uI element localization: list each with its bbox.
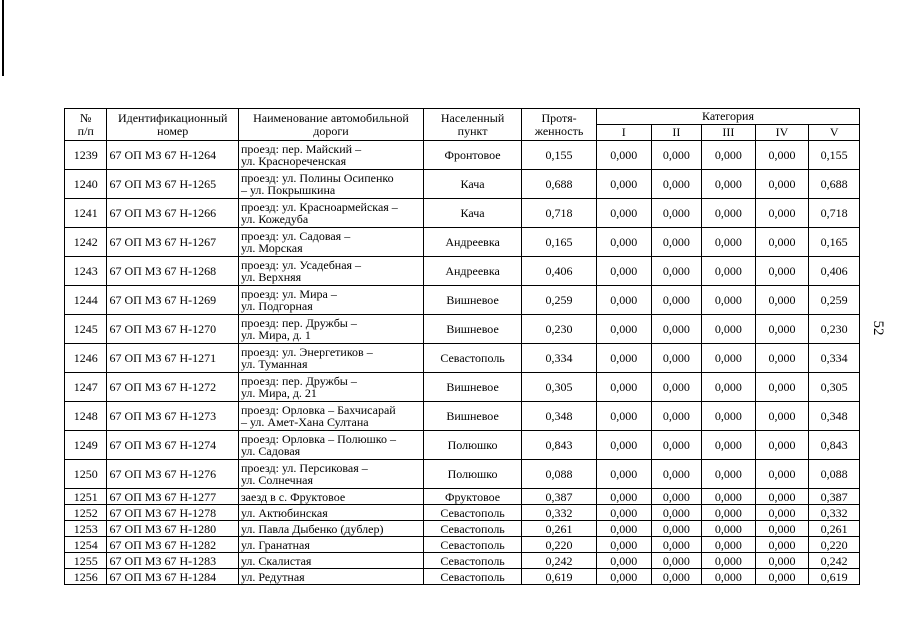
category-4-value: 0,000 [755,553,809,569]
header-cat-2: II [651,125,702,141]
table-row [65,553,860,569]
table-row [65,569,860,585]
road-name-line1: проезд: пер. Дружбы – [240,374,357,388]
road-name-line1: проезд: ул. Энергетиков – [240,345,373,359]
category-3-value: 0,000 [702,228,756,257]
settlement: Севастополь [424,521,522,537]
table-row [65,431,860,460]
row-number: 1240 [65,170,107,199]
road-name [238,315,423,344]
header-name-sub: дороги [313,123,349,138]
category-2-value: 0,000 [651,286,702,315]
header-id-sub: номер [157,123,189,138]
length: 0,387 [522,489,597,505]
category-1-value: 0,000 [596,286,651,315]
row-number: 1249 [65,431,107,460]
settlement: Севастополь [424,505,522,521]
table-body [65,141,860,585]
length: 0,332 [522,505,597,521]
table-row [65,141,860,170]
category-2-value: 0,000 [651,460,702,489]
category-5-value: 0,230 [809,315,860,344]
row-number: 1255 [65,553,107,569]
table-row [65,286,860,315]
table-row [65,402,860,431]
category-3-value: 0,000 [702,286,756,315]
category-2-value: 0,000 [651,257,702,286]
header-cat-3: III [702,125,756,141]
length: 0,261 [522,521,597,537]
road-id: 67 ОП МЗ 67 Н-1273 [107,402,238,431]
header-cat-5: V [809,125,860,141]
road-name-line2: ул. Морская [240,241,303,255]
settlement: Вишневое [424,402,522,431]
header-cat-1: I [596,125,651,141]
row-number: 1254 [65,537,107,553]
category-1-value: 0,000 [596,569,651,585]
category-1-value: 0,000 [596,521,651,537]
length: 0,230 [522,315,597,344]
table-row [65,537,860,553]
settlement: Севастополь [424,537,522,553]
road-id: 67 ОП МЗ 67 Н-1283 [107,553,238,569]
settlement: Севастополь [424,569,522,585]
road-name-line1: проезд: Орловка – Полюшко – [240,432,396,446]
category-4-value: 0,000 [755,521,809,537]
road-name-line1: проезд: ул. Мира – [240,287,337,301]
category-3-value: 0,000 [702,569,756,585]
category-1-value: 0,000 [596,553,651,569]
row-number: 1246 [65,344,107,373]
length: 0,220 [522,537,597,553]
header-name-label: Наименование автомобильной [253,110,409,125]
category-2-value: 0,000 [651,521,702,537]
category-1-value: 0,000 [596,402,651,431]
road-name-line2: ул. Верхняя [240,270,302,284]
road-name-line2: ул. Мира, д. 1 [240,328,311,342]
category-3-value: 0,000 [702,505,756,521]
category-4-value: 0,000 [755,460,809,489]
road-name-line1: проезд: пер. Дружбы – [240,316,357,330]
length: 0,305 [522,373,597,402]
road-name-line1: ул. Редутная [240,569,305,584]
header-length [522,109,597,141]
road-name-line2: – ул. Покрышкина [240,183,336,197]
category-3-value: 0,000 [702,431,756,460]
category-5-value: 0,334 [809,344,860,373]
road-name-line2: ул. Мира, д. 21 [240,386,317,400]
row-number: 1243 [65,257,107,286]
settlement: Кача [424,199,522,228]
category-5-value: 0,242 [809,553,860,569]
road-name-line2: ул. Краснореченская [240,154,347,168]
road-name-line1: проезд: ул. Персиковая – [240,461,368,475]
category-3-value: 0,000 [702,344,756,373]
road-id: 67 ОП МЗ 67 Н-1274 [107,431,238,460]
row-number: 1241 [65,199,107,228]
row-number: 1256 [65,569,107,585]
header-no-sub: п/п [77,123,94,138]
category-2-value: 0,000 [651,228,702,257]
category-4-value: 0,000 [755,402,809,431]
road-name-line1: проезд: ул. Красноармейская – [240,200,398,214]
road-name [238,489,423,505]
road-name [238,286,423,315]
header-settlement-sub: пункт [457,123,488,138]
category-4-value: 0,000 [755,344,809,373]
road-name-line2: ул. Подгорная [240,299,313,313]
scan-edge-line [2,0,4,76]
length: 0,259 [522,286,597,315]
settlement: Севастополь [424,344,522,373]
category-5-value: 0,088 [809,460,860,489]
header-no-label: № [80,110,92,125]
category-5-value: 0,261 [809,521,860,537]
table-row [65,344,860,373]
table-row [65,489,860,505]
road-name [238,228,423,257]
roads-table [64,108,860,585]
length: 0,843 [522,431,597,460]
table-row [65,228,860,257]
road-id: 67 ОП МЗ 67 Н-1268 [107,257,238,286]
category-4-value: 0,000 [755,170,809,199]
category-4-value: 0,000 [755,431,809,460]
table-header [65,109,860,141]
road-id: 67 ОП МЗ 67 Н-1280 [107,521,238,537]
category-4-value: 0,000 [755,537,809,553]
category-5-value: 0,220 [809,537,860,553]
category-1-value: 0,000 [596,315,651,344]
category-5-value: 0,259 [809,286,860,315]
category-1-value: 0,000 [596,431,651,460]
length: 0,348 [522,402,597,431]
road-name [238,569,423,585]
road-name [238,373,423,402]
road-name-line2: ул. Кожедуба [240,212,309,226]
category-2-value: 0,000 [651,315,702,344]
row-number: 1253 [65,521,107,537]
road-id: 67 ОП МЗ 67 Н-1265 [107,170,238,199]
category-2-value: 0,000 [651,199,702,228]
category-2-value: 0,000 [651,569,702,585]
settlement: Полюшко [424,460,522,489]
category-5-value: 0,718 [809,199,860,228]
road-id: 67 ОП МЗ 67 Н-1269 [107,286,238,315]
road-name-line1: ул. Скалистая [240,553,312,568]
road-id: 67 ОП МЗ 67 Н-1277 [107,489,238,505]
road-name-line1: ул. Павла Дыбенко (дублер) [240,521,384,536]
category-3-value: 0,000 [702,402,756,431]
road-name-line2: ул. Туманная [240,357,308,371]
header-no [65,109,107,141]
road-name-line1: ул. Актюбинская [240,505,328,520]
settlement: Вишневое [424,315,522,344]
road-name [238,344,423,373]
category-2-value: 0,000 [651,553,702,569]
road-name [238,553,423,569]
category-5-value: 0,619 [809,569,860,585]
category-2-value: 0,000 [651,537,702,553]
category-2-value: 0,000 [651,431,702,460]
settlement: Фруктовое [424,489,522,505]
table-row [65,460,860,489]
category-2-value: 0,000 [651,141,702,170]
category-4-value: 0,000 [755,141,809,170]
category-3-value: 0,000 [702,489,756,505]
road-name-line1: проезд: ул. Садовая – [240,229,351,243]
category-3-value: 0,000 [702,141,756,170]
table-row [65,505,860,521]
table-row [65,170,860,199]
road-name [238,257,423,286]
settlement: Андреевка [424,228,522,257]
road-name-line2: – ул. Амет-Хана Султана [240,415,369,429]
category-1-value: 0,000 [596,460,651,489]
category-1-value: 0,000 [596,489,651,505]
table-row [65,257,860,286]
category-5-value: 0,155 [809,141,860,170]
category-4-value: 0,000 [755,569,809,585]
length: 0,619 [522,569,597,585]
category-4-value: 0,000 [755,489,809,505]
category-4-value: 0,000 [755,286,809,315]
category-5-value: 0,165 [809,228,860,257]
road-name-line1: проезд: Орловка – Бахчисарай [240,403,396,417]
category-4-value: 0,000 [755,373,809,402]
table-row [65,521,860,537]
road-id: 67 ОП МЗ 67 Н-1267 [107,228,238,257]
settlement: Вишневое [424,286,522,315]
road-id: 67 ОП МЗ 67 Н-1284 [107,569,238,585]
category-5-value: 0,688 [809,170,860,199]
road-name-line1: проезд: ул. Полины Осипенко [240,171,394,185]
road-name [238,402,423,431]
category-5-value: 0,843 [809,431,860,460]
road-id: 67 ОП МЗ 67 Н-1278 [107,505,238,521]
road-name [238,199,423,228]
road-name [238,170,423,199]
table-row [65,199,860,228]
header-id [107,109,238,141]
settlement: Полюшко [424,431,522,460]
category-3-value: 0,000 [702,315,756,344]
row-number: 1245 [65,315,107,344]
row-number: 1247 [65,373,107,402]
category-4-value: 0,000 [755,199,809,228]
category-4-value: 0,000 [755,505,809,521]
settlement: Севастополь [424,553,522,569]
length: 0,334 [522,344,597,373]
road-name [238,141,423,170]
category-3-value: 0,000 [702,170,756,199]
length: 0,088 [522,460,597,489]
header-cat-4: IV [755,125,809,141]
road-id: 67 ОП МЗ 67 Н-1272 [107,373,238,402]
category-1-value: 0,000 [596,505,651,521]
category-3-value: 0,000 [702,373,756,402]
category-1-value: 0,000 [596,537,651,553]
length: 0,718 [522,199,597,228]
page-number: 52 [870,320,886,336]
header-length-label: Протя- [541,110,577,125]
category-4-value: 0,000 [755,228,809,257]
row-number: 1248 [65,402,107,431]
settlement: Кача [424,170,522,199]
row-number: 1244 [65,286,107,315]
row-number: 1250 [65,460,107,489]
road-name [238,431,423,460]
category-5-value: 0,332 [809,505,860,521]
category-3-value: 0,000 [702,521,756,537]
settlement: Фронтовое [424,141,522,170]
road-id: 67 ОП МЗ 67 Н-1266 [107,199,238,228]
category-3-value: 0,000 [702,257,756,286]
category-1-value: 0,000 [596,344,651,373]
category-3-value: 0,000 [702,199,756,228]
category-2-value: 0,000 [651,344,702,373]
category-5-value: 0,348 [809,402,860,431]
row-number: 1242 [65,228,107,257]
category-3-value: 0,000 [702,553,756,569]
length: 0,155 [522,141,597,170]
length: 0,165 [522,228,597,257]
road-name [238,505,423,521]
header-settlement-label: Населенный [440,110,505,125]
settlement: Вишневое [424,373,522,402]
road-id: 67 ОП МЗ 67 Н-1264 [107,141,238,170]
table-row [65,373,860,402]
road-name-line1: заезд в с. Фруктовое [240,489,346,504]
category-1-value: 0,000 [596,141,651,170]
road-name-line2: ул. Садовая [240,444,301,458]
category-4-value: 0,000 [755,257,809,286]
category-2-value: 0,000 [651,170,702,199]
category-2-value: 0,000 [651,402,702,431]
road-id: 67 ОП МЗ 67 Н-1282 [107,537,238,553]
row-number: 1239 [65,141,107,170]
category-5-value: 0,387 [809,489,860,505]
category-1-value: 0,000 [596,228,651,257]
length: 0,406 [522,257,597,286]
road-id: 67 ОП МЗ 67 Н-1276 [107,460,238,489]
category-5-value: 0,305 [809,373,860,402]
road-name-line1: ул. Гранатная [240,537,310,552]
header-id-label: Идентификационный [117,110,228,125]
category-5-value: 0,406 [809,257,860,286]
settlement: Андреевка [424,257,522,286]
category-4-value: 0,000 [755,315,809,344]
category-1-value: 0,000 [596,199,651,228]
road-name [238,460,423,489]
category-2-value: 0,000 [651,505,702,521]
length: 0,242 [522,553,597,569]
row-number: 1251 [65,489,107,505]
category-2-value: 0,000 [651,373,702,402]
category-2-value: 0,000 [651,489,702,505]
header-name [238,109,423,141]
header-length-sub: женность [534,123,584,138]
category-3-value: 0,000 [702,537,756,553]
road-id: 67 ОП МЗ 67 Н-1270 [107,315,238,344]
road-name-line2: ул. Солнечная [240,473,313,487]
category-3-value: 0,000 [702,460,756,489]
road-id: 67 ОП МЗ 67 Н-1271 [107,344,238,373]
category-1-value: 0,000 [596,373,651,402]
road-name-line1: проезд: ул. Усадебная – [240,258,362,272]
category-1-value: 0,000 [596,257,651,286]
table-row [65,315,860,344]
header-settlement [424,109,522,141]
road-name-line1: проезд: пер. Майский – [240,142,362,156]
row-number: 1252 [65,505,107,521]
road-name [238,521,423,537]
header-category: Категория [596,109,859,125]
category-1-value: 0,000 [596,170,651,199]
length: 0,688 [522,170,597,199]
road-name [238,537,423,553]
